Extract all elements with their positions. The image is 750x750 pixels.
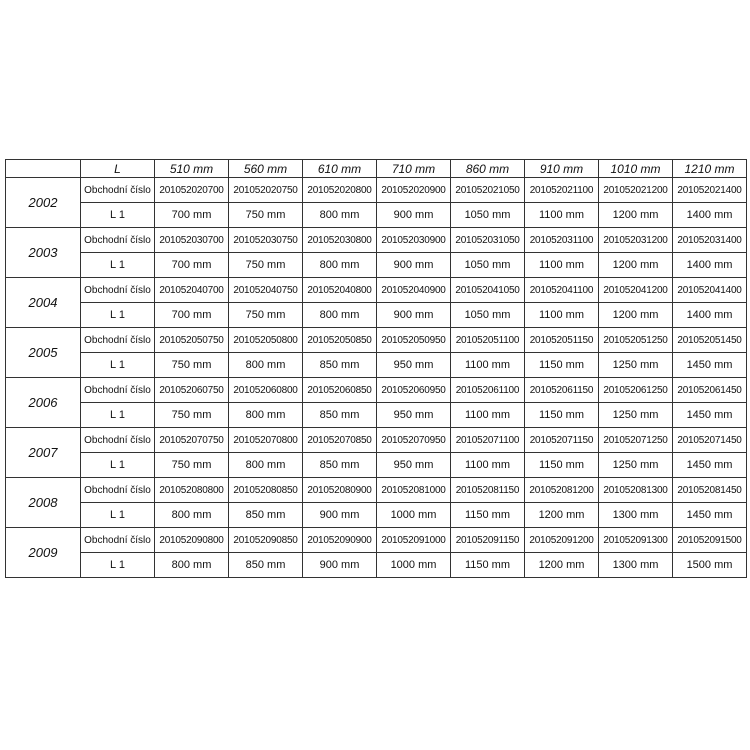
length-cell: 1100 mm — [451, 353, 525, 378]
l1-row-label: L 1 — [81, 403, 155, 428]
length-cell: 1200 mm — [525, 503, 599, 528]
table-row — [6, 528, 747, 553]
length-cell: 1200 mm — [599, 303, 673, 328]
length-cell: 1000 mm — [377, 503, 451, 528]
length-cell: 1250 mm — [599, 403, 673, 428]
length-cell: 750 mm — [155, 453, 229, 478]
code-cell: 201052020750 — [229, 178, 303, 203]
code-cell: 201052041400 — [673, 278, 747, 303]
length-cell: 1250 mm — [599, 353, 673, 378]
code-cell: 201052041200 — [599, 278, 673, 303]
length-cell: 1000 mm — [377, 553, 451, 578]
length-cell: 900 mm — [377, 203, 451, 228]
code-row-label: Obchodní číslo — [81, 278, 155, 303]
length-cell: 800 mm — [229, 453, 303, 478]
code-cell: 201052091300 — [599, 528, 673, 553]
header-column: 560 mm — [229, 160, 303, 178]
l1-row-label: L 1 — [81, 253, 155, 278]
length-cell: 1400 mm — [673, 203, 747, 228]
length-cell: 1050 mm — [451, 253, 525, 278]
code-cell: 201052061250 — [599, 378, 673, 403]
code-cell: 201052020800 — [303, 178, 377, 203]
code-cell: 201052050800 — [229, 328, 303, 353]
table-row — [6, 378, 747, 403]
code-cell: 201052091200 — [525, 528, 599, 553]
table-row — [6, 353, 747, 378]
length-cell: 800 mm — [229, 403, 303, 428]
length-cell: 1400 mm — [673, 253, 747, 278]
table-row — [6, 278, 747, 303]
code-cell: 201052050950 — [377, 328, 451, 353]
code-cell: 201052021200 — [599, 178, 673, 203]
header-column: 910 mm — [525, 160, 599, 178]
length-cell: 1150 mm — [525, 403, 599, 428]
length-cell: 1150 mm — [451, 553, 525, 578]
length-cell: 800 mm — [303, 203, 377, 228]
length-cell: 1100 mm — [451, 453, 525, 478]
length-cell: 1050 mm — [451, 203, 525, 228]
code-cell: 201052081000 — [377, 478, 451, 503]
length-cell: 850 mm — [303, 403, 377, 428]
l1-row-label: L 1 — [81, 203, 155, 228]
header-row — [6, 160, 747, 178]
code-cell: 201052051100 — [451, 328, 525, 353]
year-cell: 2002 — [6, 178, 81, 228]
code-cell: 201052080900 — [303, 478, 377, 503]
code-cell: 201052071100 — [451, 428, 525, 453]
header-corner-cell — [6, 160, 81, 178]
l1-row-label: L 1 — [81, 553, 155, 578]
table-row — [6, 503, 747, 528]
code-cell: 201052091000 — [377, 528, 451, 553]
code-cell: 201052060950 — [377, 378, 451, 403]
length-cell: 800 mm — [155, 553, 229, 578]
length-cell: 950 mm — [377, 453, 451, 478]
code-cell: 201052020900 — [377, 178, 451, 203]
code-row-label: Obchodní číslo — [81, 378, 155, 403]
length-cell: 1200 mm — [525, 553, 599, 578]
length-cell: 1450 mm — [673, 403, 747, 428]
length-cell: 700 mm — [155, 253, 229, 278]
header-column: 710 mm — [377, 160, 451, 178]
table-row — [6, 453, 747, 478]
code-row-label: Obchodní číslo — [81, 178, 155, 203]
header-column: 1210 mm — [673, 160, 747, 178]
code-cell: 201052061100 — [451, 378, 525, 403]
code-cell: 201052031050 — [451, 228, 525, 253]
length-cell: 750 mm — [155, 353, 229, 378]
length-cell: 950 mm — [377, 403, 451, 428]
code-cell: 201052031200 — [599, 228, 673, 253]
code-cell: 201052021050 — [451, 178, 525, 203]
length-cell: 1100 mm — [525, 253, 599, 278]
length-cell: 1200 mm — [599, 253, 673, 278]
code-cell: 201052070850 — [303, 428, 377, 453]
header-column: 860 mm — [451, 160, 525, 178]
length-cell: 800 mm — [303, 303, 377, 328]
code-cell: 201052070950 — [377, 428, 451, 453]
code-cell: 201052071150 — [525, 428, 599, 453]
length-cell: 1450 mm — [673, 503, 747, 528]
code-cell: 201052030800 — [303, 228, 377, 253]
length-cell: 800 mm — [229, 353, 303, 378]
length-cell: 1100 mm — [525, 203, 599, 228]
length-cell: 700 mm — [155, 303, 229, 328]
code-row-label: Obchodní číslo — [81, 328, 155, 353]
code-cell: 201052080850 — [229, 478, 303, 503]
code-cell: 201052060850 — [303, 378, 377, 403]
length-cell: 950 mm — [377, 353, 451, 378]
length-cell: 1300 mm — [599, 553, 673, 578]
length-cell: 850 mm — [229, 553, 303, 578]
code-cell: 201052090800 — [155, 528, 229, 553]
code-cell: 201052050750 — [155, 328, 229, 353]
header-column: 610 mm — [303, 160, 377, 178]
length-cell: 850 mm — [303, 453, 377, 478]
table-row — [6, 203, 747, 228]
length-cell: 1200 mm — [599, 203, 673, 228]
length-cell: 1100 mm — [525, 303, 599, 328]
table-row — [6, 478, 747, 503]
code-cell: 201052081150 — [451, 478, 525, 503]
table-row — [6, 253, 747, 278]
code-cell: 201052020700 — [155, 178, 229, 203]
code-cell: 201052031400 — [673, 228, 747, 253]
year-cell: 2008 — [6, 478, 81, 528]
code-cell: 201052091150 — [451, 528, 525, 553]
code-cell: 201052041050 — [451, 278, 525, 303]
length-cell: 1100 mm — [451, 403, 525, 428]
code-cell: 201052051450 — [673, 328, 747, 353]
code-cell: 201052040800 — [303, 278, 377, 303]
year-cell: 2009 — [6, 528, 81, 578]
length-cell: 900 mm — [303, 553, 377, 578]
length-cell: 1450 mm — [673, 353, 747, 378]
code-cell: 201052071450 — [673, 428, 747, 453]
table-row — [6, 428, 747, 453]
code-cell: 201052031100 — [525, 228, 599, 253]
header-column: 510 mm — [155, 160, 229, 178]
code-cell: 201052061150 — [525, 378, 599, 403]
year-cell: 2003 — [6, 228, 81, 278]
code-cell: 201052081200 — [525, 478, 599, 503]
code-cell: 201052051150 — [525, 328, 599, 353]
length-cell: 1500 mm — [673, 553, 747, 578]
length-cell: 1150 mm — [525, 353, 599, 378]
length-cell: 700 mm — [155, 203, 229, 228]
length-cell: 1450 mm — [673, 453, 747, 478]
code-cell: 201052070750 — [155, 428, 229, 453]
code-cell: 201052030700 — [155, 228, 229, 253]
code-cell: 201052030900 — [377, 228, 451, 253]
table-row — [6, 303, 747, 328]
year-cell: 2005 — [6, 328, 81, 378]
code-cell: 201052090850 — [229, 528, 303, 553]
code-cell: 201052080800 — [155, 478, 229, 503]
code-cell: 201052060800 — [229, 378, 303, 403]
year-cell: 2007 — [6, 428, 81, 478]
l1-row-label: L 1 — [81, 453, 155, 478]
header-column: 1010 mm — [599, 160, 673, 178]
length-cell: 750 mm — [229, 203, 303, 228]
length-cell: 900 mm — [377, 253, 451, 278]
length-cell: 800 mm — [303, 253, 377, 278]
length-cell: 1250 mm — [599, 453, 673, 478]
code-cell: 201052091500 — [673, 528, 747, 553]
length-cell: 1300 mm — [599, 503, 673, 528]
code-cell: 201052040900 — [377, 278, 451, 303]
code-cell: 201052041100 — [525, 278, 599, 303]
length-cell: 1400 mm — [673, 303, 747, 328]
code-cell: 201052081450 — [673, 478, 747, 503]
length-cell: 1150 mm — [451, 503, 525, 528]
code-cell: 201052061450 — [673, 378, 747, 403]
code-cell: 201052071250 — [599, 428, 673, 453]
length-cell: 850 mm — [229, 503, 303, 528]
length-cell: 900 mm — [377, 303, 451, 328]
product-size-table — [5, 159, 747, 578]
year-cell: 2004 — [6, 278, 81, 328]
length-cell: 800 mm — [155, 503, 229, 528]
length-cell: 1150 mm — [525, 453, 599, 478]
length-cell: 1050 mm — [451, 303, 525, 328]
code-cell: 201052081300 — [599, 478, 673, 503]
table-row — [6, 553, 747, 578]
code-cell: 201052090900 — [303, 528, 377, 553]
length-cell: 900 mm — [303, 503, 377, 528]
length-cell: 750 mm — [155, 403, 229, 428]
table-row — [6, 328, 747, 353]
code-cell: 201052021100 — [525, 178, 599, 203]
code-cell: 201052050850 — [303, 328, 377, 353]
length-cell: 750 mm — [229, 303, 303, 328]
header-l-label: L — [81, 160, 155, 178]
code-cell: 201052021400 — [673, 178, 747, 203]
l1-row-label: L 1 — [81, 303, 155, 328]
year-cell: 2006 — [6, 378, 81, 428]
code-cell: 201052040700 — [155, 278, 229, 303]
l1-row-label: L 1 — [81, 353, 155, 378]
table-body — [6, 160, 747, 578]
code-row-label: Obchodní číslo — [81, 228, 155, 253]
code-cell: 201052030750 — [229, 228, 303, 253]
l1-row-label: L 1 — [81, 503, 155, 528]
length-cell: 850 mm — [303, 353, 377, 378]
table-row — [6, 228, 747, 253]
code-row-label: Obchodní číslo — [81, 528, 155, 553]
code-cell: 201052070800 — [229, 428, 303, 453]
code-cell: 201052040750 — [229, 278, 303, 303]
table-row — [6, 178, 747, 203]
table-row — [6, 403, 747, 428]
code-row-label: Obchodní číslo — [81, 478, 155, 503]
code-cell: 201052051250 — [599, 328, 673, 353]
code-row-label: Obchodní číslo — [81, 428, 155, 453]
code-cell: 201052060750 — [155, 378, 229, 403]
length-cell: 750 mm — [229, 253, 303, 278]
